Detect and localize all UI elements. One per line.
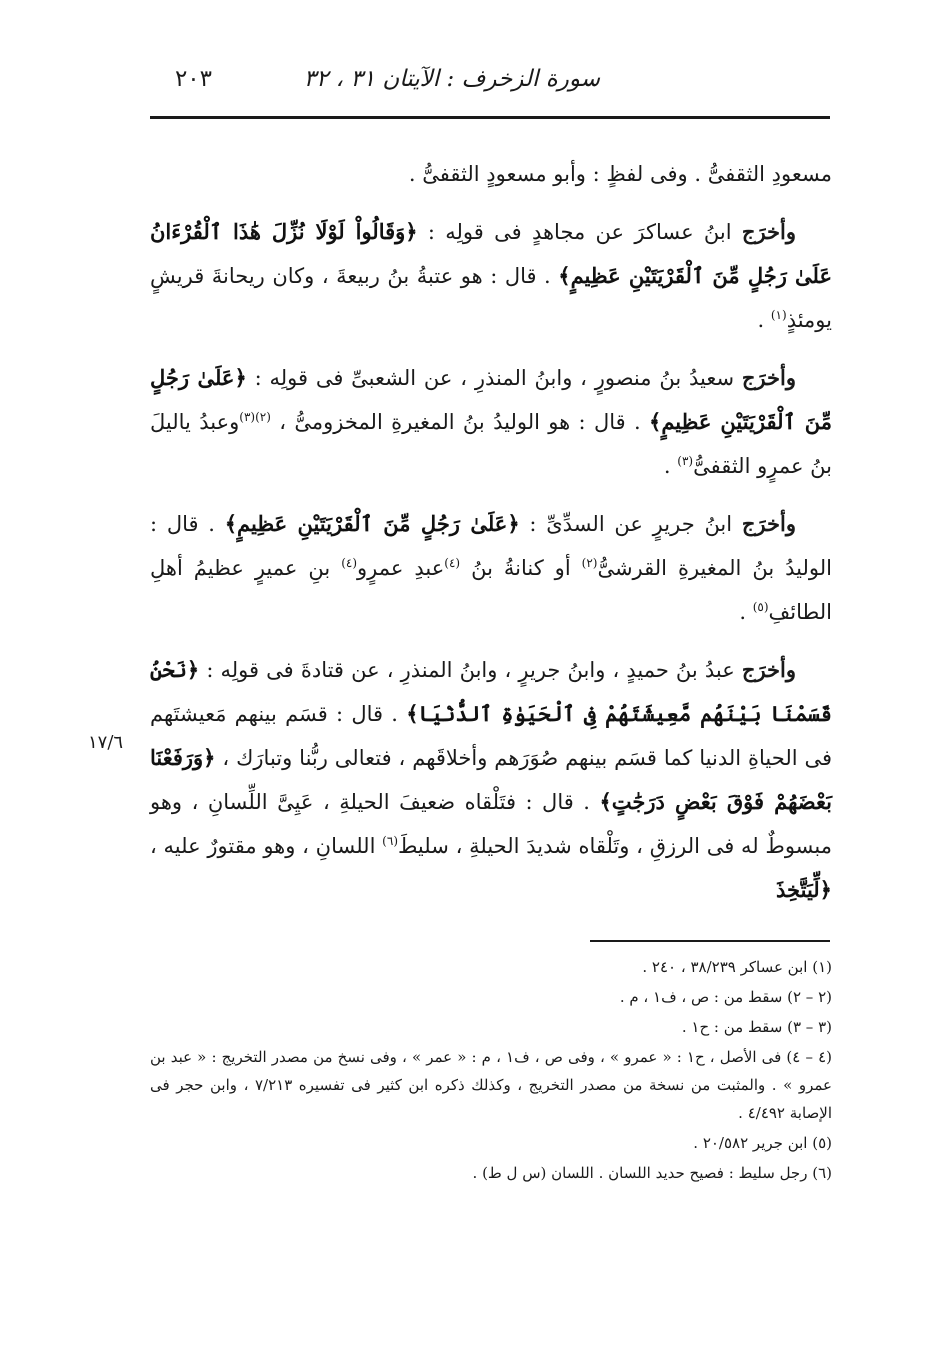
paragraph-text: . قال : قسَم بينهم مَعيشتَهم فى الحياةِ الدنيا كما قسَم بينهم صُوَرَهم وأخلاقَهم ، فتعالى ربُّنا وتبارَك ،	[150, 702, 832, 770]
paragraph-text: أو كنانةُ بنُ	[460, 556, 582, 580]
paragraph-text: عبدِ عمرٍو	[357, 556, 445, 580]
paragraph-text: عبدُ بنُ حميدٍ ، وابنُ جريرٍ ، وابنُ المنذرِ ، عن قتادةَ فى قولِه :	[199, 658, 742, 682]
paragraph-text: . قال : الوليدُ بنُ المغيرةِ القرشىُّ	[150, 512, 833, 580]
paragraph-text: ابنُ جريرٍ عن السدِّىِّ :	[519, 512, 742, 536]
lead-word: وأخرَج	[741, 511, 796, 536]
footnote-marker: (٥)	[752, 600, 769, 614]
footnote: (٥) ابن جرير ٢٠/٥٨٢ .	[693, 1134, 832, 1152]
paragraph-text: مسعودِ الثقفىُّ . وفى لفظٍ : وأبو مسعودٍ الثقفىُّ .	[408, 162, 832, 186]
footnote-rule	[590, 940, 830, 942]
paragraph-text: . قال : هو عتبةُ بنُ ربيعةَ ، وكان ريحانةَ قريشٍ يومئذٍ	[150, 264, 832, 332]
header-title: سورة الزخرف : الآيتان ٣١ ، ٣٢	[303, 66, 600, 92]
paragraph-3	[150, 502, 832, 634]
paragraph-text: .	[663, 454, 678, 478]
lead-word: وأخرَج	[741, 365, 796, 390]
footnote-marker: (٣)	[677, 454, 694, 468]
footnotes	[150, 953, 832, 1189]
footnote: (١) ابن عساكر ٣٨/٢٣٩ ، ٢٤٠ .	[642, 958, 832, 976]
quran-verse: ﴿لِّيَتَّخِذَ	[776, 877, 832, 902]
paragraph-text: . قال : فتَلْقاه ضعيفَ الحيلةِ ، عَيِىَّ اللِّسانِ ، وهو مبسوطٌ له فى الرزقِ ، وتَلْقاه شديدَ الحيلةِ ، سليطَ	[150, 790, 833, 858]
footnote-marker: (٦)	[382, 834, 398, 848]
page-number: ٢٠٣	[174, 66, 212, 92]
main-text	[150, 152, 832, 926]
running-header	[150, 66, 830, 106]
quran-verse: ﴿نَحْنُ قَسَمْنَا بَيْنَهُم مَّعِيشَتَهُمْ فِى ٱلْحَيَوٰةِ ٱلدُّنْيَا﴾	[150, 657, 832, 726]
quran-verse: ﴿وَرَفَعْنَا بَعْضَهُمْ فَوْقَ بَعْضٍ دَرَجَٰتٍ﴾	[150, 745, 832, 814]
footnote-marker: (٤)	[341, 556, 358, 570]
paragraph-continuation	[150, 152, 832, 196]
quran-verse: ﴿عَلَىٰ رَجُلٍ مِّنَ ٱلْقَرْيَتَيْنِ عَظِيمٍ﴾	[150, 365, 832, 434]
footnote: (٢ – ٢) سقط من : ص ، ف١ ، م .	[619, 988, 832, 1006]
header-rule	[150, 116, 830, 119]
paragraph-text: . قال : هو الوليدُ بنُ المغيرةِ المخزومىُّ ،	[270, 410, 650, 434]
paragraph-text: سعيدُ بنُ منصورٍ ، وابنُ المنذرِ ، عن الشعبىِّ فى قولِه :	[246, 366, 742, 390]
paragraph-text: اللسانِ ، وهو مقتورٌ عليه ،	[150, 834, 383, 858]
footnote-marker: (٢)	[581, 556, 598, 570]
paragraph-text: .	[739, 600, 753, 624]
paragraph-1	[150, 210, 832, 342]
paragraph-text: .	[757, 308, 771, 332]
paragraph-text: ابنُ عساكرَ عن مجاهدٍ فى قولِه :	[417, 220, 742, 244]
footnote-marker: (١)	[770, 308, 787, 322]
margin-reference: ١٧/٦	[88, 732, 124, 753]
footnote-marker: (٢)(٣)	[239, 410, 271, 424]
lead-word: وأخرَج	[741, 219, 796, 244]
paragraph-4	[150, 648, 832, 912]
footnote: (٣ – ٣) سقط من : ح١ .	[681, 1018, 832, 1036]
paragraph-text: وعبدُ ياليلَ بنُ عمرٍو الثقفىُّ	[150, 410, 832, 478]
paragraph-text: بنِ عميرٍ عظيمُ أهلِ الطائفِ	[150, 556, 832, 624]
footnote-marker: (٤)	[444, 556, 461, 570]
paragraph-2	[150, 356, 832, 488]
footnote: (٤ – ٤) فى الأصل ، ح١ : « عمرو » ، وفى ص ، ف١ ، م : « عمر » ، وفى نسخ من مصدر التخريج : « عبد بن عمرو » . والمثبت من نسخة من مصدر التخريج ، وكذلك ذكره ابن كثير فى تفسيره ٧/٢١٣ ، وابن حجر فى الإصابة ٤/٤٩٢ .	[150, 1048, 833, 1122]
lead-word: وأخرَج	[741, 657, 796, 682]
footnote: (٦) رجل سليط : فصيح حديد اللسان . اللسان (س ل ط) .	[472, 1164, 832, 1182]
quran-verse: ﴿عَلَىٰ رَجُلٍ مِّنَ ٱلْقَرْيَتَيْنِ عَظِيمٍ﴾	[224, 511, 520, 536]
quran-verse: ﴿وَقَالُواْ لَوْلَا نُزِّلَ هَٰذَا ٱلْقُرْءَانُ عَلَىٰ رَجُلٍ مِّنَ ٱلْقَرْيَتَيْنِ عَظِيمٍ﴾	[150, 219, 832, 288]
